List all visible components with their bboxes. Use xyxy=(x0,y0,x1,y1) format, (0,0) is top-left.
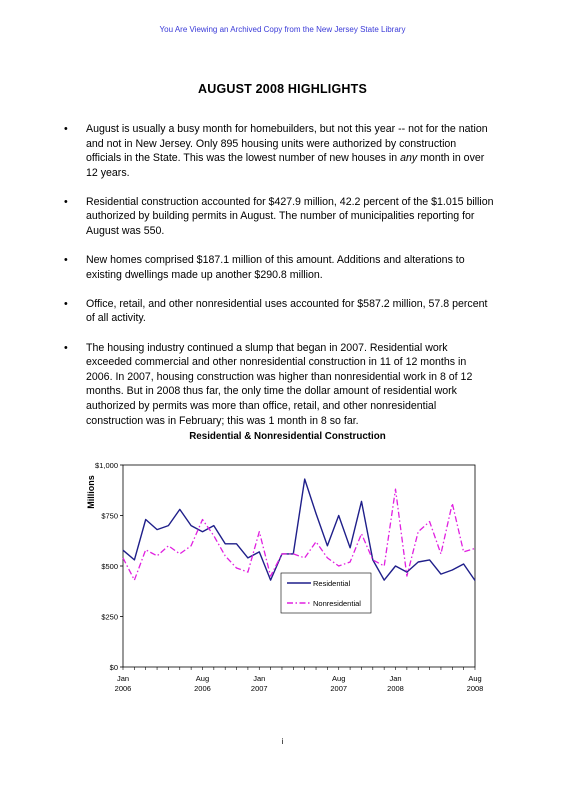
x-tick-label: Aug xyxy=(332,674,346,683)
y-tick-label: $250 xyxy=(101,612,118,622)
x-tick-label: Jan xyxy=(116,674,130,683)
series-line-residential xyxy=(123,479,475,580)
page-number: i xyxy=(281,737,284,746)
series-line-nonresidential xyxy=(123,489,475,580)
y-tick-label: $1,000 xyxy=(95,461,118,470)
y-tick-label: $0 xyxy=(109,663,118,672)
x-tick-label: 2007 xyxy=(330,684,348,693)
list-item: • August is usually a busy month for homebuilders, but not this year -- not for the nation and not in New Jersey. Only 895 housing units were authorized by construction officials in the State. This was the lowest number of new houses in any month in over 12 years. xyxy=(64,123,488,179)
y-tick-label: $500 xyxy=(101,562,118,571)
emphasis: any xyxy=(400,152,418,165)
legend-label: Residential xyxy=(313,579,351,588)
bullet-icon: • xyxy=(64,195,68,208)
x-tick-label: Jan xyxy=(389,674,402,683)
list-item: • Office, retail, and other nonresidential uses accounted for $587.2 million, 57.8 percent of all activity. xyxy=(64,297,488,325)
x-tick-label: Aug xyxy=(468,674,482,683)
plot-area xyxy=(123,465,475,667)
bullet-icon: • xyxy=(64,297,68,310)
x-tick-label: 2006 xyxy=(114,684,132,693)
list-item: • New homes comprised $187.1 million of this amount. Additions and alterations to existing dwellings made up another $290.8 million. xyxy=(64,254,465,281)
page-title: AUGUST 2008 HIGHLIGHTS xyxy=(197,82,367,96)
x-tick-label: 2006 xyxy=(194,684,211,693)
archive-banner: You Are Viewing an Archived Copy from the New Jersey State Library xyxy=(159,25,406,34)
legend-label: Nonresidential xyxy=(313,599,361,608)
y-tick-label: $750 xyxy=(101,511,118,521)
list-item: • Residential construction accounted for $427.9 million, 42.2 percent of the $1.015 billion authorized by building permits in August. The number of municipalities reporting for August was 550. xyxy=(64,195,494,238)
bullet-icon: • xyxy=(64,254,68,267)
bullet-icon: • xyxy=(64,123,68,135)
list-item: • The housing industry continued a slump that began in 2007. Residential work exceeded commercial and other nonresidential construction in 11 of 12 months in 2006. In 2007, housing construction was higher than nonresidential work in 8 of 12 months. But in 2008 thus far, the only time the dollar amount of residential work authorized by permits was more than office, retail, and other nonresidential construction was in February; this was 1 month in 8 so far. xyxy=(64,341,473,427)
x-tick-label: 2008 xyxy=(387,684,404,693)
x-tick-label: Jan xyxy=(253,674,266,683)
chart-title: Residential & Nonresidential Construction xyxy=(189,431,386,442)
x-tick-label: Aug xyxy=(195,674,210,683)
y-axis-label: Millions xyxy=(85,475,96,509)
x-tick-label: 2007 xyxy=(250,684,268,693)
x-tick-label: 2008 xyxy=(466,684,484,693)
bullet-icon: • xyxy=(64,341,68,354)
